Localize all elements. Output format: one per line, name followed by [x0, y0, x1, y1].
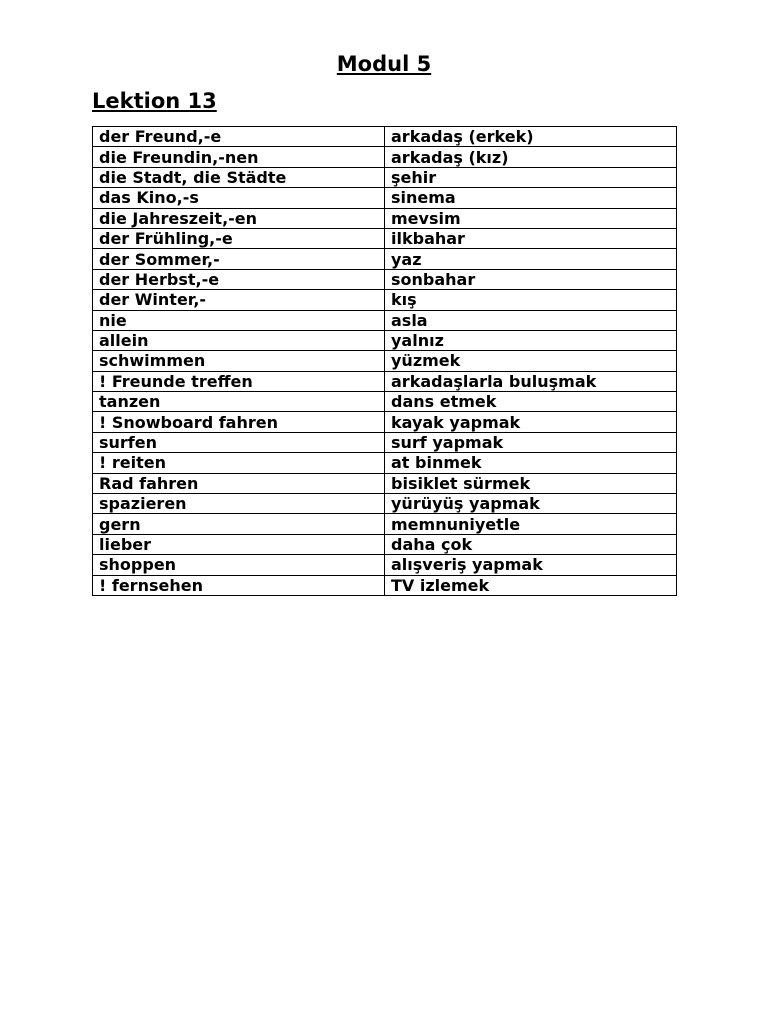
german-word-cell: surfen [93, 432, 385, 452]
table-row [93, 555, 677, 575]
table-row [93, 290, 677, 310]
turkish-translation-cell: arkadaş (kız) [385, 147, 677, 167]
turkish-translation-cell: yalnız [385, 330, 677, 350]
table-row [93, 330, 677, 350]
turkish-translation-cell: mevsim [385, 208, 677, 228]
german-word-cell: der Freund,-e [93, 127, 385, 147]
turkish-translation-cell: TV izlemek [385, 575, 677, 595]
turkish-translation-cell: bisiklet sürmek [385, 473, 677, 493]
turkish-translation-cell: şehir [385, 167, 677, 187]
german-word-cell: die Stadt, die Städte [93, 167, 385, 187]
table-row [93, 575, 677, 595]
table-row [93, 310, 677, 330]
table-row [93, 249, 677, 269]
table-row [93, 228, 677, 248]
german-word-cell: ! Snowboard fahren [93, 412, 385, 432]
vocabulary-table-body [93, 127, 677, 596]
german-word-cell: ! reiten [93, 453, 385, 473]
german-word-cell: die Freundin,-nen [93, 147, 385, 167]
german-word-cell: der Herbst,-e [93, 269, 385, 289]
table-row [93, 147, 677, 167]
german-word-cell: der Frühling,-e [93, 228, 385, 248]
german-word-cell: ! fernsehen [93, 575, 385, 595]
turkish-translation-cell: yürüyüş yapmak [385, 494, 677, 514]
turkish-translation-cell: kayak yapmak [385, 412, 677, 432]
table-row [93, 494, 677, 514]
german-word-cell: nie [93, 310, 385, 330]
table-row [93, 432, 677, 452]
table-row [93, 269, 677, 289]
lesson-title: Lektion 13 [92, 89, 217, 113]
turkish-translation-cell: alışveriş yapmak [385, 555, 677, 575]
german-word-cell: gern [93, 514, 385, 534]
german-word-cell: spazieren [93, 494, 385, 514]
table-row [93, 167, 677, 187]
turkish-translation-cell: at binmek [385, 453, 677, 473]
turkish-translation-cell: dans etmek [385, 392, 677, 412]
german-word-cell: der Sommer,- [93, 249, 385, 269]
german-word-cell: lieber [93, 534, 385, 554]
table-row [93, 392, 677, 412]
table-row [93, 412, 677, 432]
page-title: Modul 5 [336, 52, 432, 76]
table-row [93, 371, 677, 391]
turkish-translation-cell: arkadaşlarla buluşmak [385, 371, 677, 391]
german-word-cell: ! Freunde treffen [93, 371, 385, 391]
table-row [93, 473, 677, 493]
table-row [93, 514, 677, 534]
table-row [93, 534, 677, 554]
german-word-cell: der Winter,- [93, 290, 385, 310]
german-word-cell: allein [93, 330, 385, 350]
table-row [93, 453, 677, 473]
german-word-cell: tanzen [93, 392, 385, 412]
turkish-translation-cell: asla [385, 310, 677, 330]
german-word-cell: schwimmen [93, 351, 385, 371]
turkish-translation-cell: surf yapmak [385, 432, 677, 452]
table-row [93, 351, 677, 371]
german-word-cell: die Jahreszeit,-en [93, 208, 385, 228]
german-word-cell: Rad fahren [93, 473, 385, 493]
turkish-translation-cell: sinema [385, 188, 677, 208]
turkish-translation-cell: sonbahar [385, 269, 677, 289]
vocabulary-table [92, 126, 677, 596]
german-word-cell: shoppen [93, 555, 385, 575]
turkish-translation-cell: ilkbahar [385, 228, 677, 248]
turkish-translation-cell: yaz [385, 249, 677, 269]
table-row [93, 208, 677, 228]
turkish-translation-cell: memnuniyetle [385, 514, 677, 534]
turkish-translation-cell: arkadaş (erkek) [385, 127, 677, 147]
turkish-translation-cell: yüzmek [385, 351, 677, 371]
turkish-translation-cell: daha çok [385, 534, 677, 554]
table-row [93, 127, 677, 147]
german-word-cell: das Kino,-s [93, 188, 385, 208]
turkish-translation-cell: kış [385, 290, 677, 310]
table-row [93, 188, 677, 208]
